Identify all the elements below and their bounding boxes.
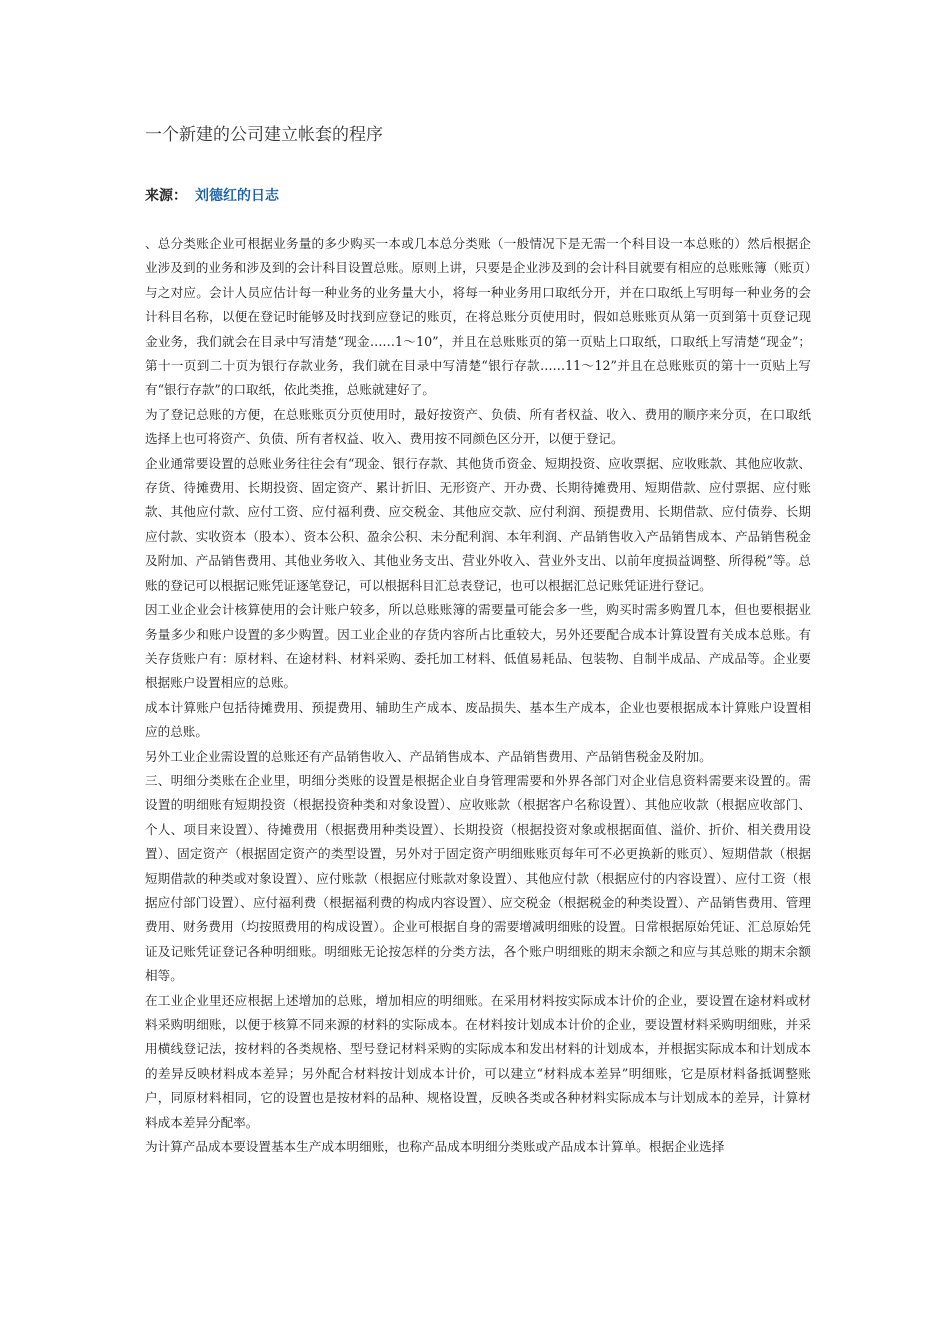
paragraph-6: 另外工业企业需设置的总账还有产品销售收入、产品销售成本、产品销售费用、产品销售税金及附加。 <box>145 748 712 764</box>
paragraph-3: 企业通常要设置的总账业务往往会有“现金、银行存款、其他货币资金、短期投资、应收票据、应收账款、其他应收款、存货、待摊费用、长期投资、固定资产、累计折旧、无形资产、开办费、长期待摊费用、短期借款、应付票据、应付账款、其他应付款、应付工资、应付福利费、应交税金、其他应交款、应付利润、预提费用、长期借款、应付债券、长期应付款、实收资本（股本）、资本公积、盈余公积、未分配利润、本年利润、产品销售收入产品销售成本、产品销售税金及附加、产品销售费用、其他业务收入、其他业务支出、营业外收入、营业外支出、以前年度损益调整、所得税”等。总账的登记可以根据记账凭证逐笔登记，可以根据科目汇总表登记，也可以根据汇总记账凭证进行登记。 <box>145 455 811 593</box>
paragraph-2: 为了登记总账的方便，在总账账页分页使用时，最好按资产、负债、所有者权益、收入、费用的顺序来分页，在口取纸选择上也可将资产、负债、所有者权益、收入、费用按不同颜色区分开，以便于登记。 <box>145 406 811 447</box>
document-page <box>145 122 811 1159</box>
source-label: 来源： <box>145 188 187 204</box>
paragraph-7: 三、明细分类账在企业里，明细分类账的设置是根据企业自身管理需要和外界各部门对企业信息资料需要来设置的。需设置的明细账有短期投资（根据投资种类和对象设置）、应收账款（根据客户名称设置）、其他应收款（根据应收部门、个人、项目来设置）、待摊费用（根据费用种类设置）、长期投资（根据投资对象或根据面值、溢价、折价、相关费用设置）、固定资产（根据固定资产的类型设置，另外对于固定资产明细账账页每年可不必更换新的账页）、短期借款（根据短期借款的种类或对象设置）、应付账款（根据应付账款对象设置）、其他应付款（根据应付的内容设置）、应付工资（根据应付部门设置）、应付福利费（根据福利费的构成内容设置）、应交税金（根据税金的种类设置）、产品销售费用、管理费用、财务费用（均按照费用的构成设置）。企业可根据自身的需要增减明细账的设置。日常根据原始凭证、汇总原始凭证及记账凭证登记各种明细账。明细账无论按怎样的分类方法，各个账户明细账的期末余额之和应与其总账的期末余额相等。 <box>145 772 811 984</box>
source-author-link[interactable]: 刘德红的日志 <box>195 188 279 204</box>
paragraph-1: 、总分类账企业可根据业务量的多少购买一本或几本总分类账（一般情况下是无需一个科目设一本总账的）然后根据企业涉及到的业务和涉及到的会计科目设置总账。原则上讲，只要是企业涉及到的会计科目就要有相应的总账账簿（账页）与之对应。会计人员应估计每一种业务的业务量大小，将每一种业务用口取纸分开，并在口取纸上写明每一种业务的会计科目名称，以便在登记时能够及时找到应登记的账页，在将总账分页使用时，假如总账账页从第一页到第十页登记现金业务，我们就会在目录中写清楚“现金……1～10”，并且在总账账页的第一页贴上口取纸，口取纸上写清楚“现金”；第十一页到二十页为银行存款业务，我们就在目录中写清楚“银行存款……11～12”并且在总账账页的第十一页贴上写有“银行存款”的口取纸，依此类推，总账就建好了。 <box>145 236 811 398</box>
paragraph-5: 成本计算账户包括待摊费用、预提费用、辅助生产成本、废品损失、基本生产成本，企业也要根据成本计算账户设置相应的总账。 <box>145 699 811 740</box>
source-line <box>145 186 811 206</box>
page-title: 一个新建的公司建立帐套的程序 <box>145 125 383 145</box>
paragraph-4: 因工业企业会计核算使用的会计账户较多，所以总账账簿的需要量可能会多一些，购买时需多购置几本，但也要根据业务量多少和账户设置的多少购置。因工业企业的存货内容所占比重较大，另外还要配合成本计算设置有关成本总账。有关存货账户有：原材料、在途材料、材料采购、委托加工材料、低值易耗品、包装物、自制半成品、产成品等。企业要根据账户设置相应的总账。 <box>145 602 811 691</box>
article-body <box>145 232 811 1159</box>
paragraph-9: 为计算产品成本要设置基本生产成本明细账，也称产品成本明细分类账或产品成本计算单。根据企业选择 <box>145 1139 725 1155</box>
paragraph-8: 在工业企业里还应根据上述增加的总账，增加相应的明细账。在采用材料按实际成本计价的企业，要设置在途材料或材料采购明细账，以便于核算不同来源的材料的实际成本。在材料按计划成本计价的企业，要设置材料采购明细账，并采用横线登记法，按材料的各类规格、型号登记材料采购的实际成本和发出材料的计划成本，并根据实际成本和计划成本的差异反映材料成本差异；另外配合材料按计划成本计价，可以建立“材料成本差异”明细账，它是原材料备抵调整账户，同原材料相同，它的设置也是按材料的品种、规格设置，反映各类或各种材料实际成本与计划成本的差异，计算材料成本差异分配率。 <box>145 992 811 1130</box>
